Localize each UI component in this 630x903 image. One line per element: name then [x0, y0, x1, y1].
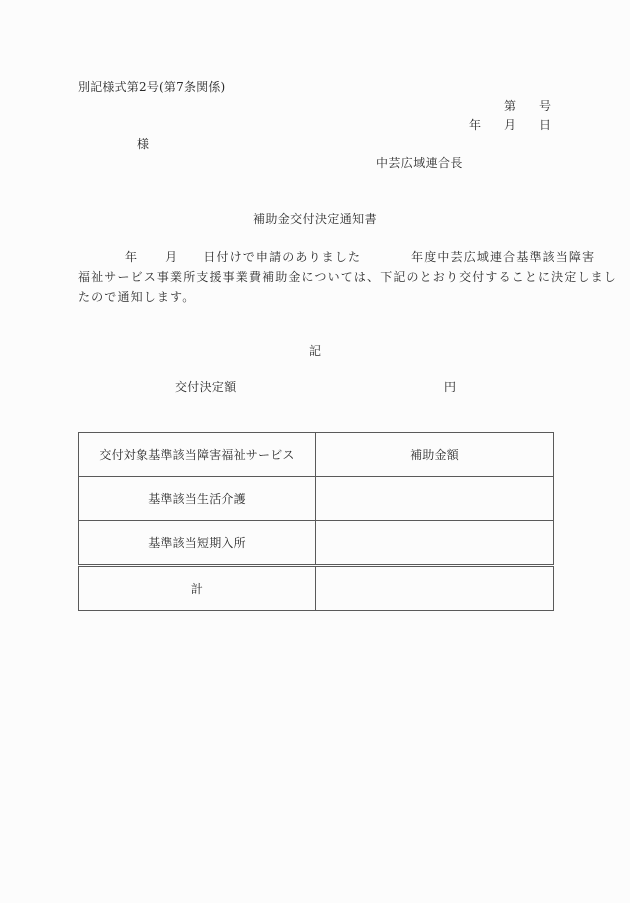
application-year: 年 [125, 250, 139, 264]
body-line-1 [78, 247, 596, 267]
document-number [504, 98, 551, 114]
grant-amount-unit: 円 [444, 380, 457, 394]
date-year: 年 [469, 118, 482, 132]
table-row [79, 521, 554, 566]
body-line-3: たので通知します。 [78, 290, 196, 304]
grant-amount-label: 交付決定額 [175, 380, 237, 394]
application-month: 月 [165, 250, 179, 264]
document-title: 補助金交付決定通知書 [252, 212, 377, 226]
fiscal-year-text: 年度中芸広域連合基準該当障害 [411, 250, 596, 264]
record-heading: 記 [308, 344, 321, 358]
table-header-row [79, 433, 554, 477]
sender-name: 中芸広域連合長 [376, 156, 463, 170]
total-label-cell: 計 [79, 566, 316, 611]
header-service: 交付対象基準該当障害福祉サービス [79, 433, 316, 477]
date-month: 月 [504, 118, 517, 132]
amount-cell [316, 521, 554, 566]
date-day: 日 [539, 118, 552, 132]
total-amount-cell [316, 566, 554, 611]
grant-table [78, 432, 554, 611]
form-identifier: 別記様式第2号(第7条関係) [78, 80, 226, 94]
service-cell: 基準該当生活介護 [79, 477, 316, 521]
document-date [469, 117, 551, 133]
doc-number-suffix: 号 [539, 99, 552, 113]
amount-cell [316, 477, 554, 521]
table-row [79, 477, 554, 521]
doc-number-prefix: 第 [504, 99, 517, 113]
header-amount: 補助金額 [316, 433, 554, 477]
body-paragraph [78, 247, 617, 307]
application-date-text: 日付けで申請のありました [203, 250, 362, 264]
recipient-honorific: 様 [137, 137, 150, 151]
table-total-row [79, 566, 554, 611]
body-line-2: 福祉サービス事業所支援事業費補助金については、下記のとおり交付することに決定しまし [78, 270, 617, 284]
service-cell: 基準該当短期入所 [79, 521, 316, 566]
